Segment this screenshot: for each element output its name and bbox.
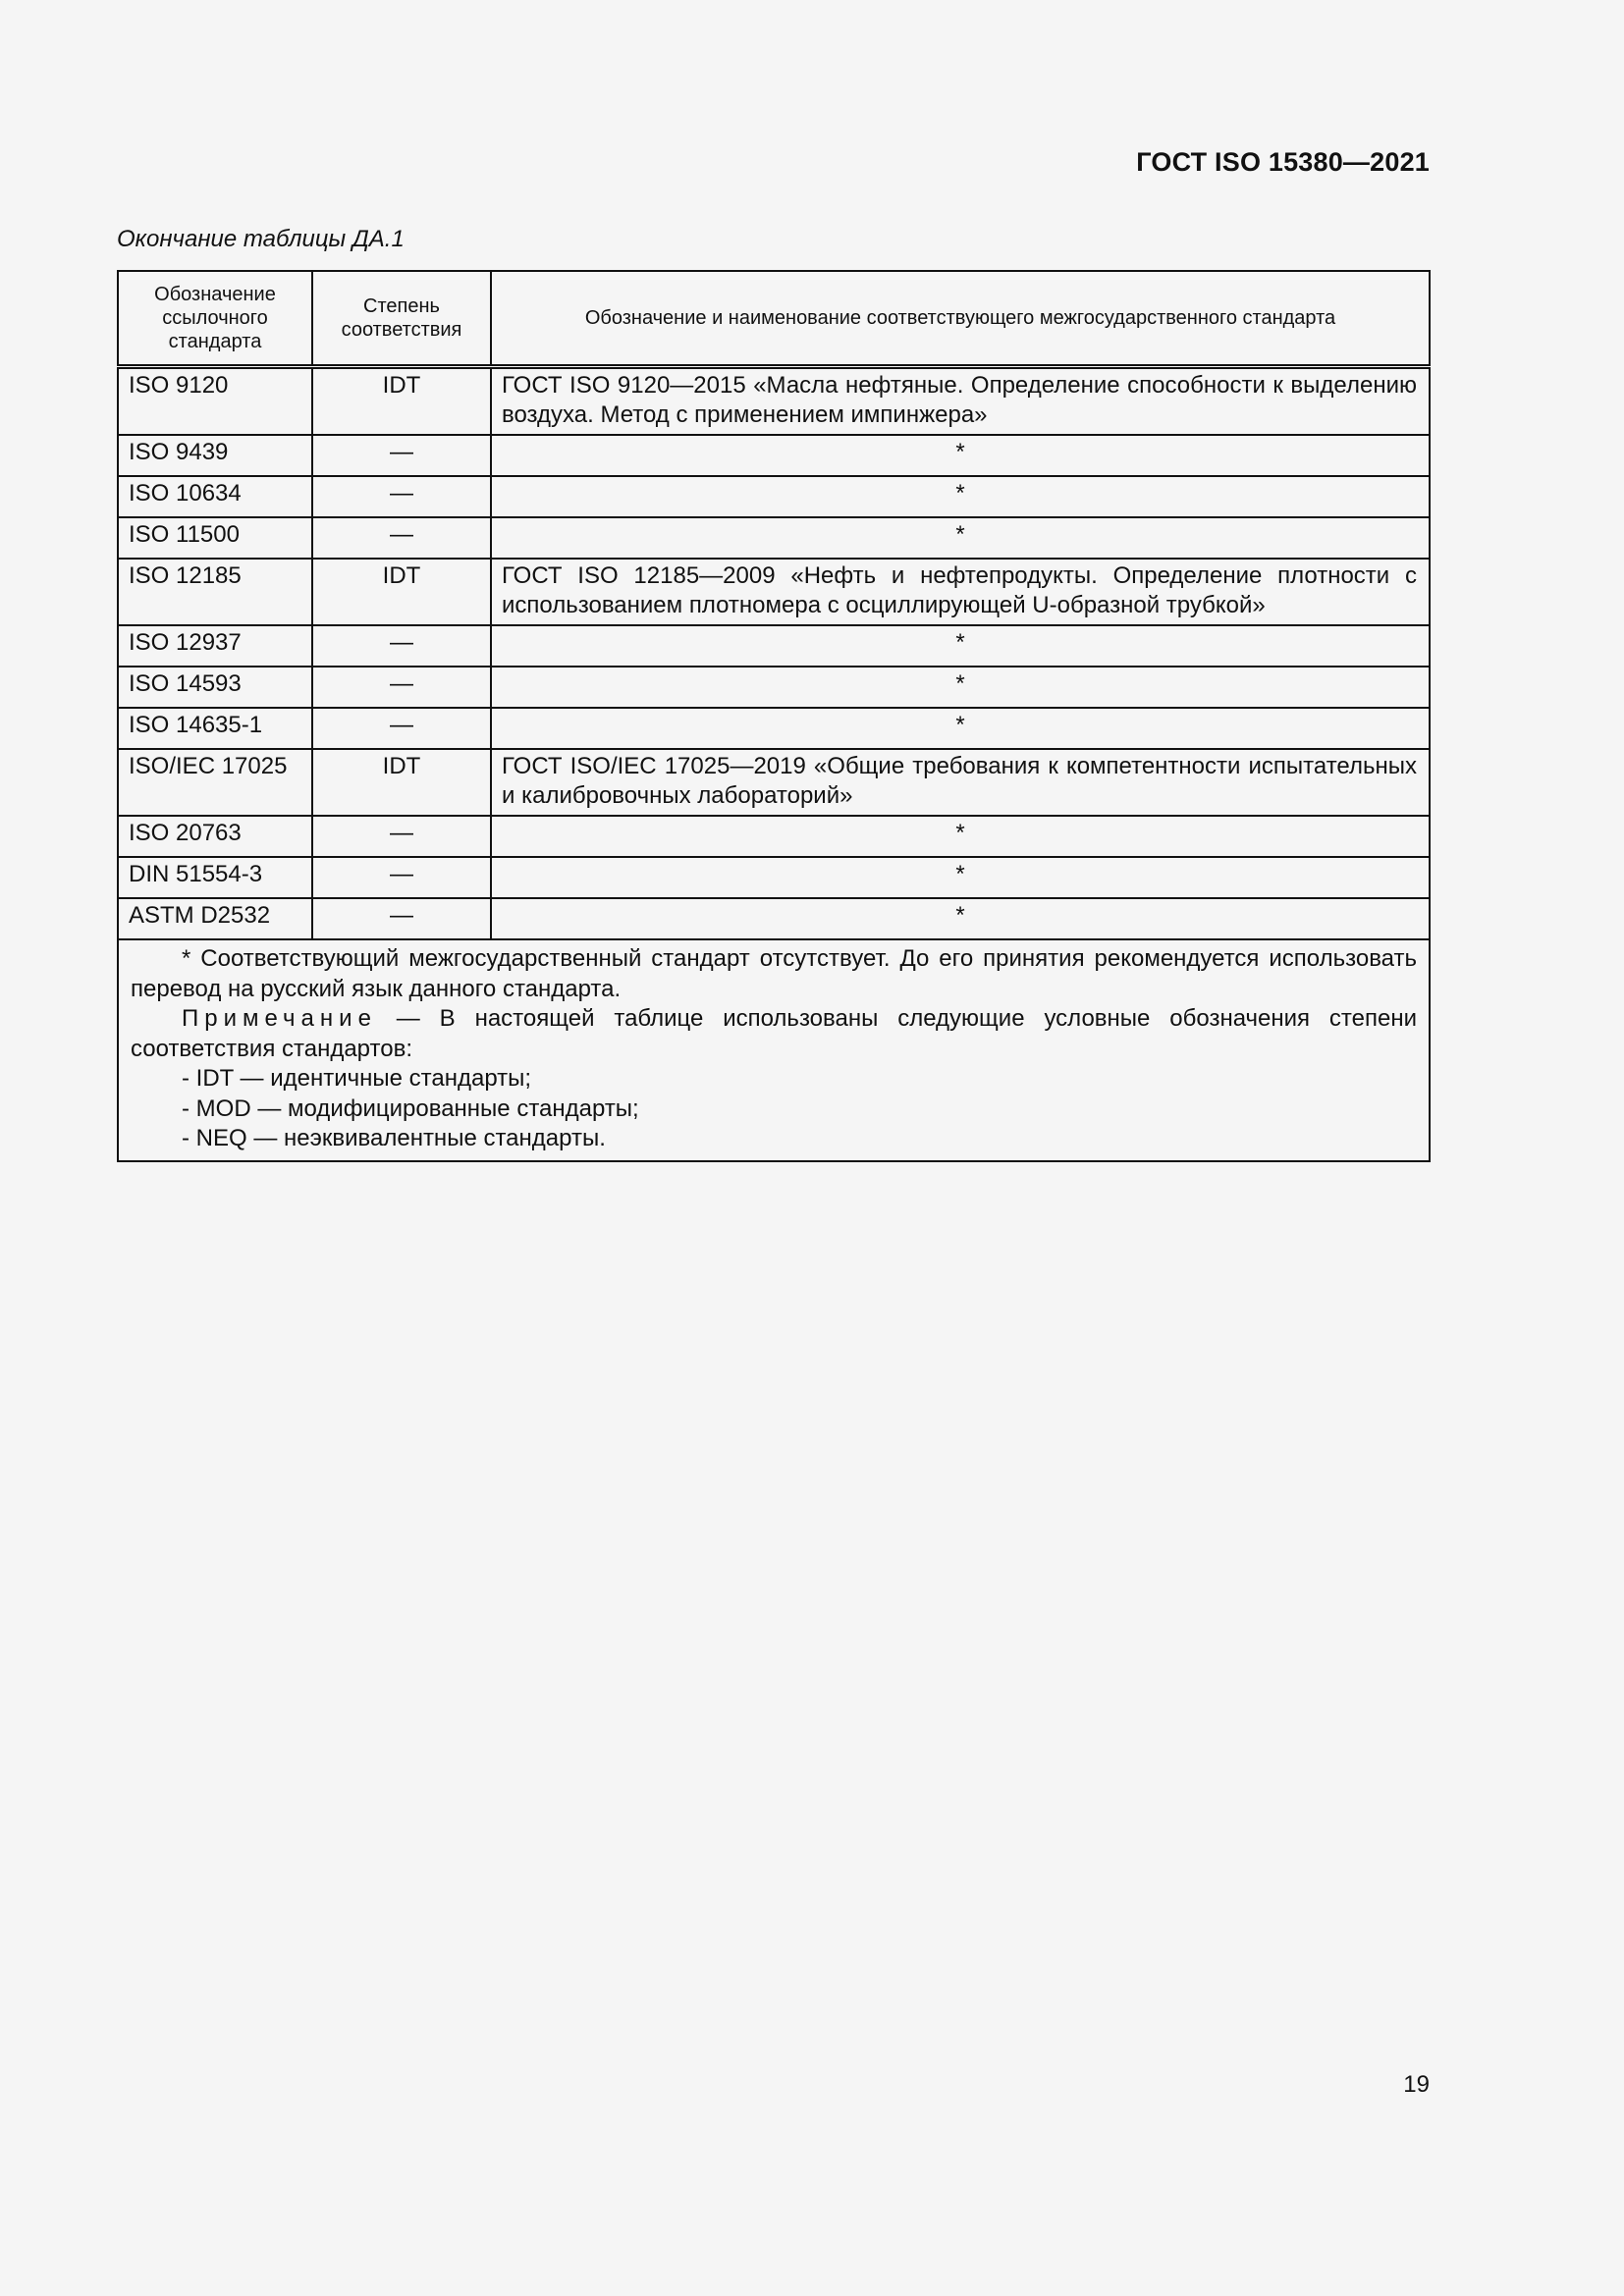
column-header-degree: Степень соответствия xyxy=(312,271,491,367)
table-body xyxy=(118,367,1430,940)
note-item: - MOD — модифицированные стандарты; xyxy=(182,1095,639,1122)
table-row xyxy=(118,749,1430,816)
interstate-standard-cell: * xyxy=(491,667,1430,708)
footnote-row xyxy=(118,939,1430,1161)
interstate-standard-cell: * xyxy=(491,816,1430,857)
interstate-standard-cell: * xyxy=(491,898,1430,939)
column-header-ref: Обозначение ссылочного стандарта xyxy=(118,271,312,367)
column-header-name: Обозначение и наименование соответствующего межгосударственного стандарта xyxy=(491,271,1430,367)
table-caption: Окончание таблицы ДА.1 xyxy=(117,226,405,252)
note-item: - NEQ — неэквивалентные стандарты. xyxy=(182,1125,606,1151)
note-text: — В настоящей таблице использованы следующие условные обозначения степени соответствия стандартов: xyxy=(131,1005,1417,1062)
reference-standard-cell: ISO 14635-1 xyxy=(118,708,312,749)
note-label: Примечание xyxy=(182,1005,377,1032)
interstate-standard-cell: * xyxy=(491,435,1430,476)
table-header-row xyxy=(118,271,1430,367)
page-number: 19 xyxy=(1403,2071,1430,2098)
reference-standard-cell: ISO 10634 xyxy=(118,476,312,517)
table-row xyxy=(118,708,1430,749)
interstate-standard-cell: * xyxy=(491,517,1430,559)
asterisk-footnote: * Соответствующий межгосударственный стандарт отсутствует. До его принятия рекомендуется использовать перевод на русский язык данного стандарта. xyxy=(131,945,1417,1002)
reference-standard-cell: ASTM D2532 xyxy=(118,898,312,939)
reference-standard-cell: ISO 12937 xyxy=(118,625,312,667)
reference-standard-cell: ISO 9120 xyxy=(118,367,312,436)
degree-cell: — xyxy=(312,708,491,749)
degree-cell: IDT xyxy=(312,749,491,816)
interstate-standard-cell: * xyxy=(491,857,1430,898)
reference-standard-cell: ISO 20763 xyxy=(118,816,312,857)
standards-table xyxy=(117,270,1431,1162)
table-row xyxy=(118,476,1430,517)
degree-cell: — xyxy=(312,857,491,898)
interstate-standard-cell: * xyxy=(491,625,1430,667)
reference-standard-cell: ISO 9439 xyxy=(118,435,312,476)
degree-cell: — xyxy=(312,625,491,667)
degree-cell: — xyxy=(312,517,491,559)
degree-cell: — xyxy=(312,667,491,708)
reference-standard-cell: DIN 51554-3 xyxy=(118,857,312,898)
interstate-standard-cell: * xyxy=(491,708,1430,749)
note-paragraph xyxy=(131,1004,1417,1064)
table-row xyxy=(118,857,1430,898)
table-row xyxy=(118,667,1430,708)
reference-standard-cell: ISO 11500 xyxy=(118,517,312,559)
table-row xyxy=(118,517,1430,559)
table-row xyxy=(118,559,1430,625)
degree-cell: — xyxy=(312,816,491,857)
table-row xyxy=(118,816,1430,857)
interstate-standard-cell: * xyxy=(491,476,1430,517)
degree-cell: IDT xyxy=(312,367,491,436)
degree-cell: — xyxy=(312,435,491,476)
note-item: - IDT — идентичные стандарты; xyxy=(182,1065,532,1092)
interstate-standard-cell: ГОСТ ISO 9120—2015 «Масла нефтяные. Определение способности к выделению воздуха. Метод с применением импинжера» xyxy=(491,367,1430,436)
degree-cell: IDT xyxy=(312,559,491,625)
degree-cell: — xyxy=(312,898,491,939)
document-code: ГОСТ ISO 15380—2021 xyxy=(1136,147,1430,177)
reference-standard-cell: ISO 14593 xyxy=(118,667,312,708)
interstate-standard-cell: ГОСТ ISO 12185—2009 «Нефть и нефтепродукты. Определение плотности с использованием плотномера с осциллирующей U-образной трубкой» xyxy=(491,559,1430,625)
table-row xyxy=(118,435,1430,476)
table-row xyxy=(118,367,1430,436)
reference-standard-cell: ISO/IEC 17025 xyxy=(118,749,312,816)
reference-standard-cell: ISO 12185 xyxy=(118,559,312,625)
table-row xyxy=(118,898,1430,939)
interstate-standard-cell: ГОСТ ISO/IEC 17025—2019 «Общие требования к компетентности испытательных и калибровочных лабораторий» xyxy=(491,749,1430,816)
table-row xyxy=(118,625,1430,667)
degree-cell: — xyxy=(312,476,491,517)
table-footnote xyxy=(118,939,1430,1161)
